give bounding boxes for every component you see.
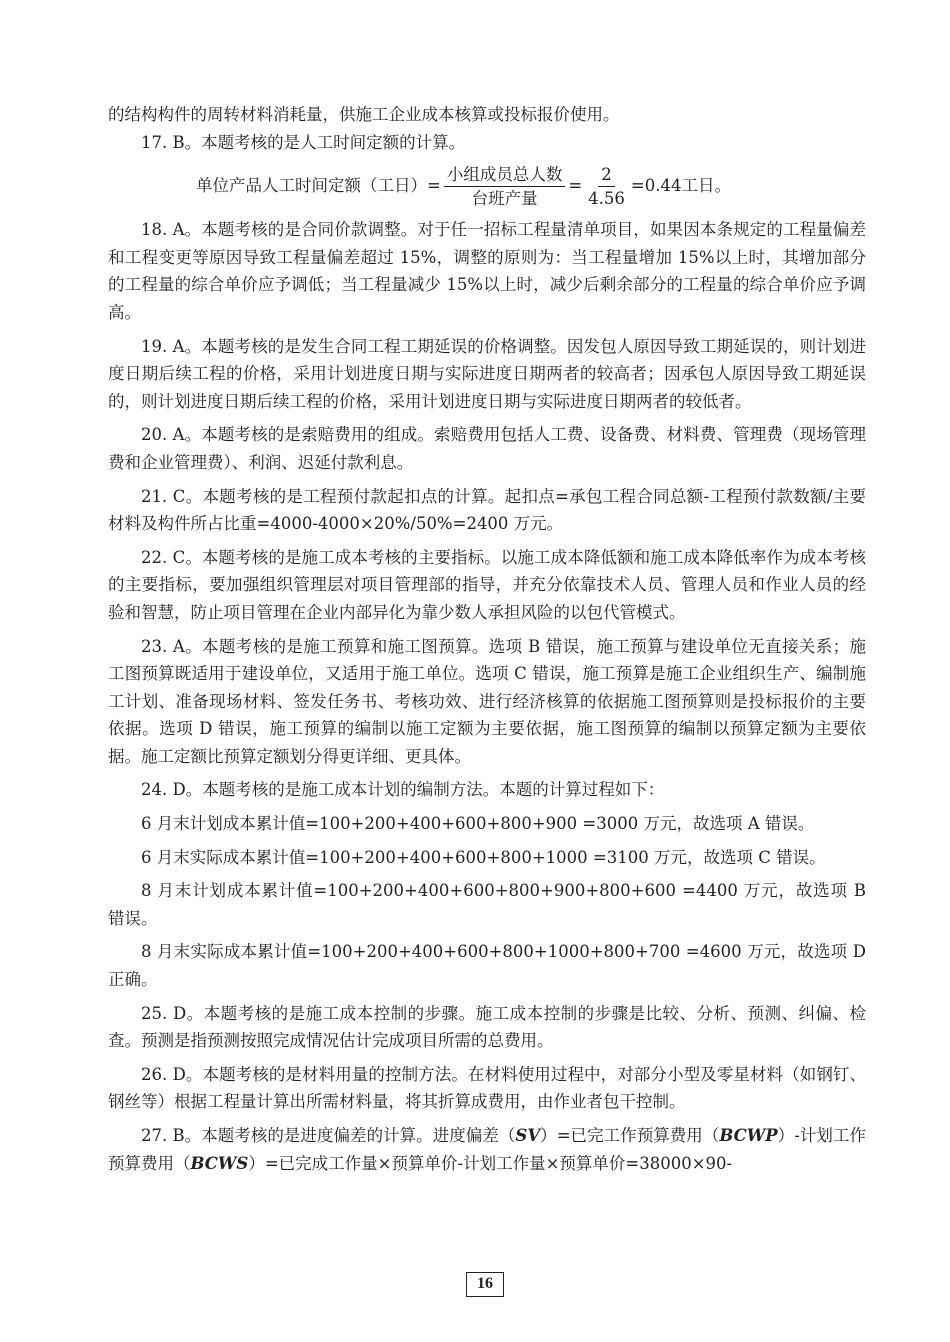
formula-lhs: 单位产品人工时间定额（工日）= [196,176,441,196]
answer-27-part-b: ）=已完工作预算费用（ [540,1126,720,1145]
fraction-denominator: 台班产量 [471,188,538,208]
fraction-numerator: 小组成员总人数 [444,163,566,187]
bcwp-term: BCWP [719,1126,778,1145]
answer-19: 19. A。本题考核的是发生合同工程工期延误的价格调整。因发包人原因导致工期延误的，则计划进度日期后续工程的价格，采用计划进度日期与实际进度日期两者的较高者；因承包人原因导致工期延误的，则计划进度日期后续工程的价格，采用计划进度日期与实际进度日期两者的较低者。 [108,336,866,411]
paragraph-continued: 的结构构件的周转材料消耗量，供施工企业成本核算或投标报价使用。 [108,105,620,124]
fraction-values [585,163,628,210]
answer-24: 24. D。本题考核的是施工成本计划的编制方法。本题的计算过程如下： [141,780,665,800]
formula-result: =0.44工日。 [630,176,731,196]
answer-24-line-a: 6 月末计划成本累计值=100+200+400+600+800+900 =3000 万元，故选项 A 错误。 [141,814,815,834]
sv-term: SV [515,1126,541,1145]
answer-21: 21. C。本题考核的是工程预付款起扣点的计算。起扣点=承包工程合同总额-工程预付款数额/主要材料及构件所占比重=4000-4000×20%/50%=2400 万元。 [108,486,866,534]
answer-22: 22. C。本题考核的是施工成本考核的主要指标。以施工成本降低额和施工成本降低率作为成本考核的主要指标，要加强组织管理层对项目管理部的指导，并充分依靠技术人员、管理人员和作业人员的经验和智慧，防止项目管理在企业内部异化为靠少数人承担风险的以包代管模式。 [108,547,866,622]
answer-explanations [108,101,866,1177]
answer-24-line-d: 8 月末实际成本累计值=100+200+400+600+800+1000+800+700 =4600 万元，故选项 D 正确。 [108,942,866,990]
fraction-members-over-output [444,163,566,210]
answer-27 [108,1122,866,1177]
answer-23: 23. A。本题考核的是施工预算和施工图预算。选项 B 错误，施工预算与建设单位无直接关系；施工图预算既适用于建设单位，又适用于施工单位。选项 C 错误，施工预算是施工企业组织生产、编制施工计划、准备现场材料、签发任务书、考核功效、进行经济核算的依据施工图预算则是投标报价的主要依据。选项 D 错误，施工预算的编制以施工定额为主要依据，施工图预算的编制以预算定额为主要依据。施工定额比预算定额划分得更详细、更具体。 [108,636,866,766]
answer-25: 25. D。本题考核的是施工成本控制的步骤。施工成本控制的步骤是比较、分析、预测、纠偏、检查。预测是指预测按照完成情况估计完成项目所需的总费用。 [108,1003,866,1051]
fraction-value-denominator: 4.56 [588,188,625,208]
fraction-value-numerator: 2 [598,163,615,187]
answer-17: 17. B。本题考核的是人工时间定额的计算。 [141,132,466,152]
answer-26: 26. D。本题考核的是材料用量的控制方法。在材料使用过程中，对部分小型及零星材料（如钢钉、钢丝等）根据工程量计算出所需材料量，将其折算成费用，由作业者包干控制。 [108,1064,866,1112]
answer-27-part-a: 27. B。本题考核的是进度偏差的计算。进度偏差（ [141,1126,516,1145]
labor-time-formula [108,156,866,216]
page-number: 16 [466,1272,504,1297]
answer-24-line-b: 6 月末实际成本累计值=100+200+400+600+800+1000 =3100 万元，故选项 C 错误。 [141,847,826,867]
answer-27-part-c: ）-计划工作预算费用（ [108,1126,867,1173]
bcws-term: BCWS [190,1153,249,1173]
answer-24-line-c: 8 月末计划成本累计值=100+200+400+600+800+900+800+600 =4400 万元，故选项 B 错误。 [108,881,866,928]
answer-20: 20. A。本题考核的是索赔费用的组成。索赔费用包括人工费、设备费、材料费、管理费（现场管理费和企业管理费）、利润、迟延付款利息。 [108,425,866,472]
formula-equals: = [568,176,583,196]
answer-27-part-d: ）=已完成工作量×预算单价-计划工作量×预算单价=38000×90- [248,1153,733,1173]
answer-18: 18. A。本题考核的是合同价款调整。对于任一招标工程量清单项目，如果因本条规定的工程量偏差和工程变更等原因导致工程量偏差超过 15%，调整的原则为：当工程量增加 15%以上时，其增加部分的工程量的综合单价应予调低；当工程量减少 15%以上时，减少后剩余部分的工程量的综合单价应予调高。 [108,220,866,322]
